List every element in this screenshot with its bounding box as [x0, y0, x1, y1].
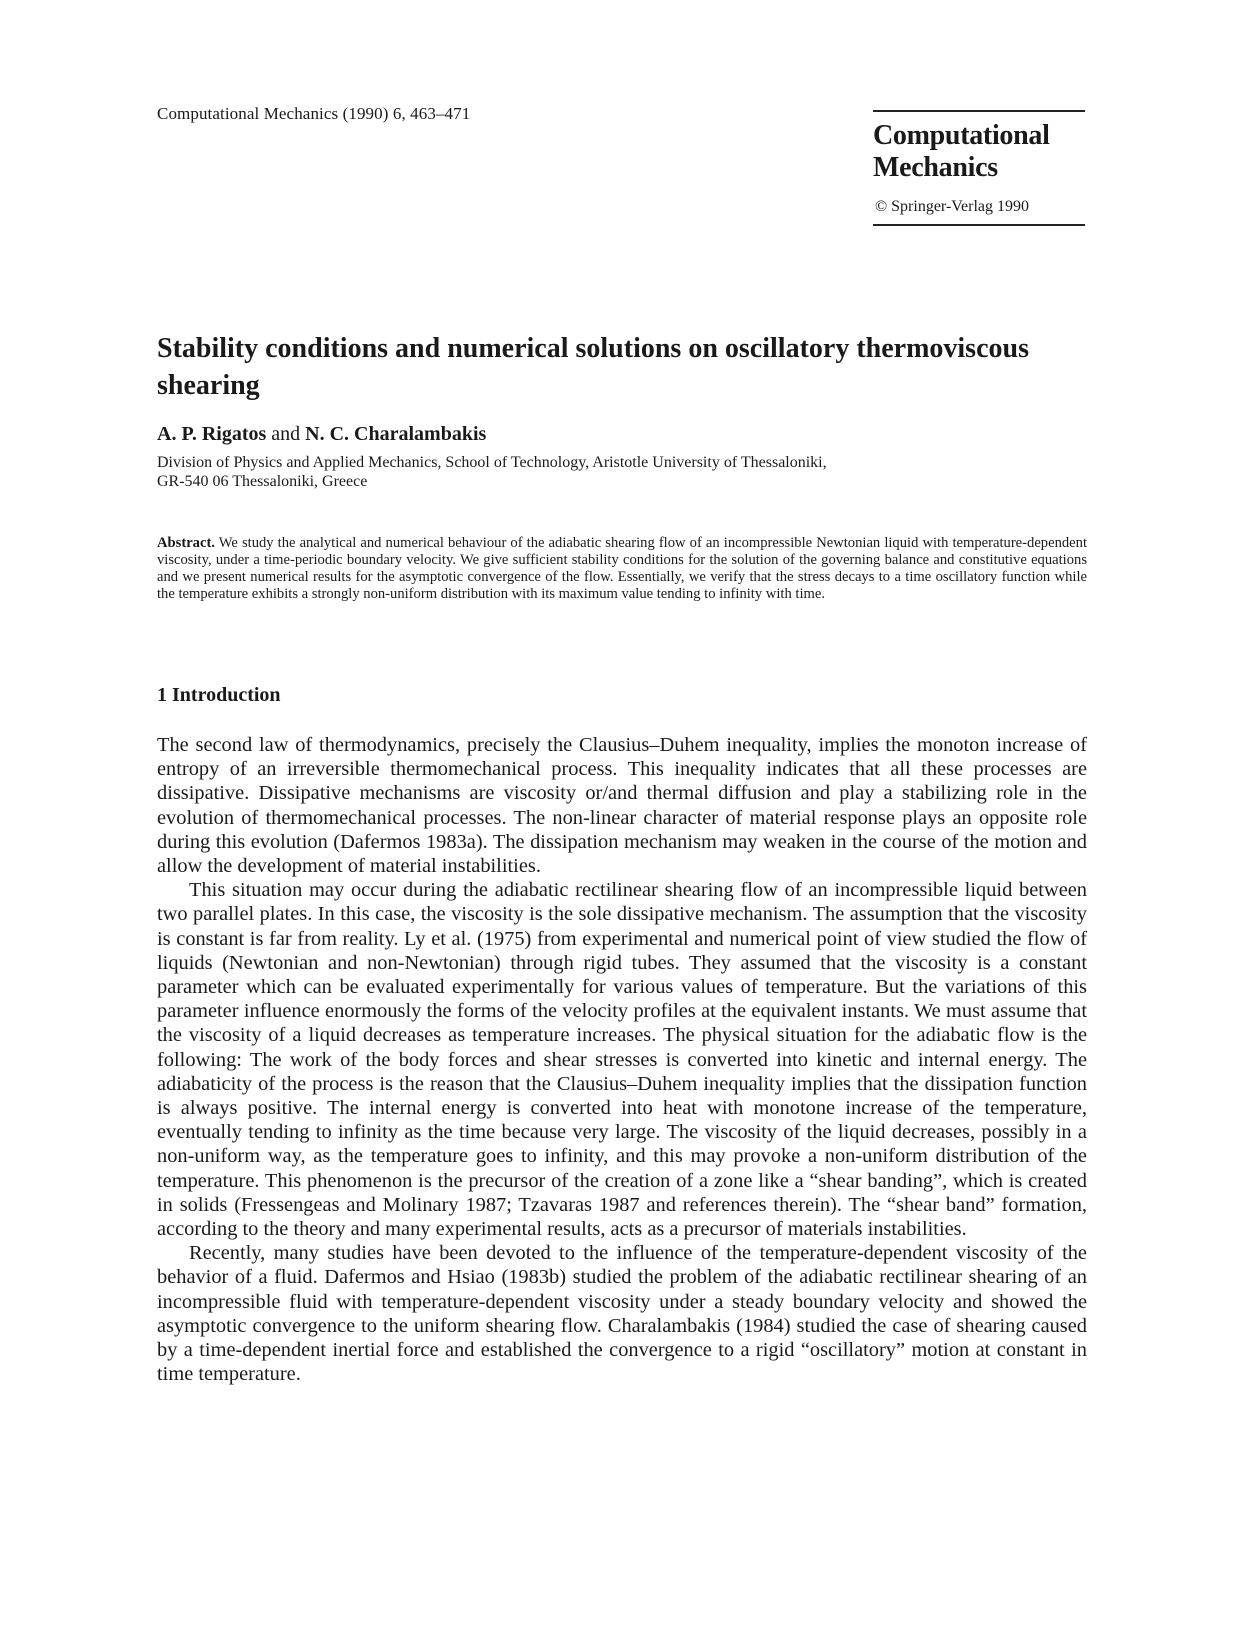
running-head: Computational Mechanics (1990) 6, 463–471 — [157, 104, 471, 123]
section-body — [157, 733, 1087, 1386]
author-affiliation — [157, 453, 1077, 491]
paragraph: The second law of thermodynamics, precisely the Clausius–Duhem inequality, implies the monoton increase of entropy of an irreversible thermomechanical process. This inequality indicates that all these processes are dissipative. Dissipative mechanisms are viscosity or/and thermal diffusion and play a stabilizing role in the evolution of thermomechanical processes. The non-linear character of material response plays an opposite role during this evolution (Dafermos 1983a). The dissipation mechanism may weaken in the course of the motion and allow the development of material instabilities. — [157, 734, 1087, 878]
journal-name-line2: Mechanics — [873, 152, 998, 183]
journal-name — [873, 120, 1085, 184]
author-conjunction: and — [266, 423, 306, 445]
paragraph: This situation may occur during the adiabatic rectilinear shearing flow of an incompressible liquid between two parallel plates. In this case, the viscosity is the sole dissipative mechanism. The assumption that the viscosity is constant is far from reality. Ly et al. (1975) from experimental and numerical point of view studied the flow of liquids (Newtonian and non-Newtonian) through rigid tubes. They assumed that the viscosity is a constant parameter which can be evaluated experimentally for various values of temperature. But the variations of this parameter influence enormously the forms of the velocity profiles at the equivalent instants. We must assume that the viscosity of a liquid decreases as temperature increases. The physical situation for the adiabatic flow is the following: The work of the body forces and shear stresses is converted into kinetic and internal energy. The adiabaticity of the process is the reason that the Clausius–Duhem inequality implies that the dissipation function is always positive. The internal energy is converted into heat with monotone increase of the temperature, eventually tending to infinity as the time because very large. The viscosity of the liquid decreases, possibly in a non-uniform way, as the temperature goes to infinity, and this may provoke a non-uniform distribution of the temperature. This phenomenon is the precursor of the creation of a zone like a “shear banding”, which is created in solids (Fressengeas and Molinary 1987; Tzavaras 1987 and references therein). The “shear band” formation, according to the theory and many experimental results, acts as a precursor of materials instabilities. — [157, 879, 1087, 1241]
affiliation-line: GR-540 06 Thessaloniki, Greece — [157, 473, 368, 490]
journal-masthead — [873, 110, 1085, 226]
abstract-text: We study the analytical and numerical behaviour of the adiabatic shearing flow of an incompressible Newtonian liquid with temperature-dependent viscosity, under a time-periodic boundary velocity. We give sufficient stability conditions for the solution of the governing balance and constitutive equations and we present numerical results for the asymptotic convergence of the flow. Essentially, we verify that the stress decays to a time oscillatory function while the temperature exhibits a strongly non-uniform distribution with its maximum value tending to infinity with time. — [157, 535, 1087, 602]
copyright-notice: © Springer-Verlag 1990 — [875, 198, 1030, 215]
abstract — [157, 535, 1087, 603]
paragraph: Recently, many studies have been devoted to the influence of the temperature-dependent viscosity of the behavior of a fluid. Dafermos and Hsiao (1983b) studied the problem of the adiabatic rectilinear shearing of an incompressible fluid with temperature-dependent viscosity under a steady boundary velocity and showed the asymptotic convergence to the uniform shearing flow. Charalambakis (1984) studied the case of shearing caused by a time-dependent inertial force and established the convergence to a rigid “oscillatory” motion at constant in time temperature. — [157, 1242, 1087, 1386]
author-line — [157, 423, 486, 446]
author-name: A. P. Rigatos — [157, 423, 267, 445]
affiliation-line: Division of Physics and Applied Mechanics, School of Technology, Aristotle University of Thessaloniki, — [157, 454, 827, 471]
section-heading: 1 Introduction — [157, 684, 281, 706]
article-title: Stability conditions and numerical solutions on oscillatory thermoviscous shearing — [157, 333, 1029, 401]
author-name: N. C. Charalambakis — [305, 423, 487, 445]
abstract-label: Abstract. — [157, 535, 215, 551]
journal-name-line1: Computational — [873, 120, 1050, 151]
